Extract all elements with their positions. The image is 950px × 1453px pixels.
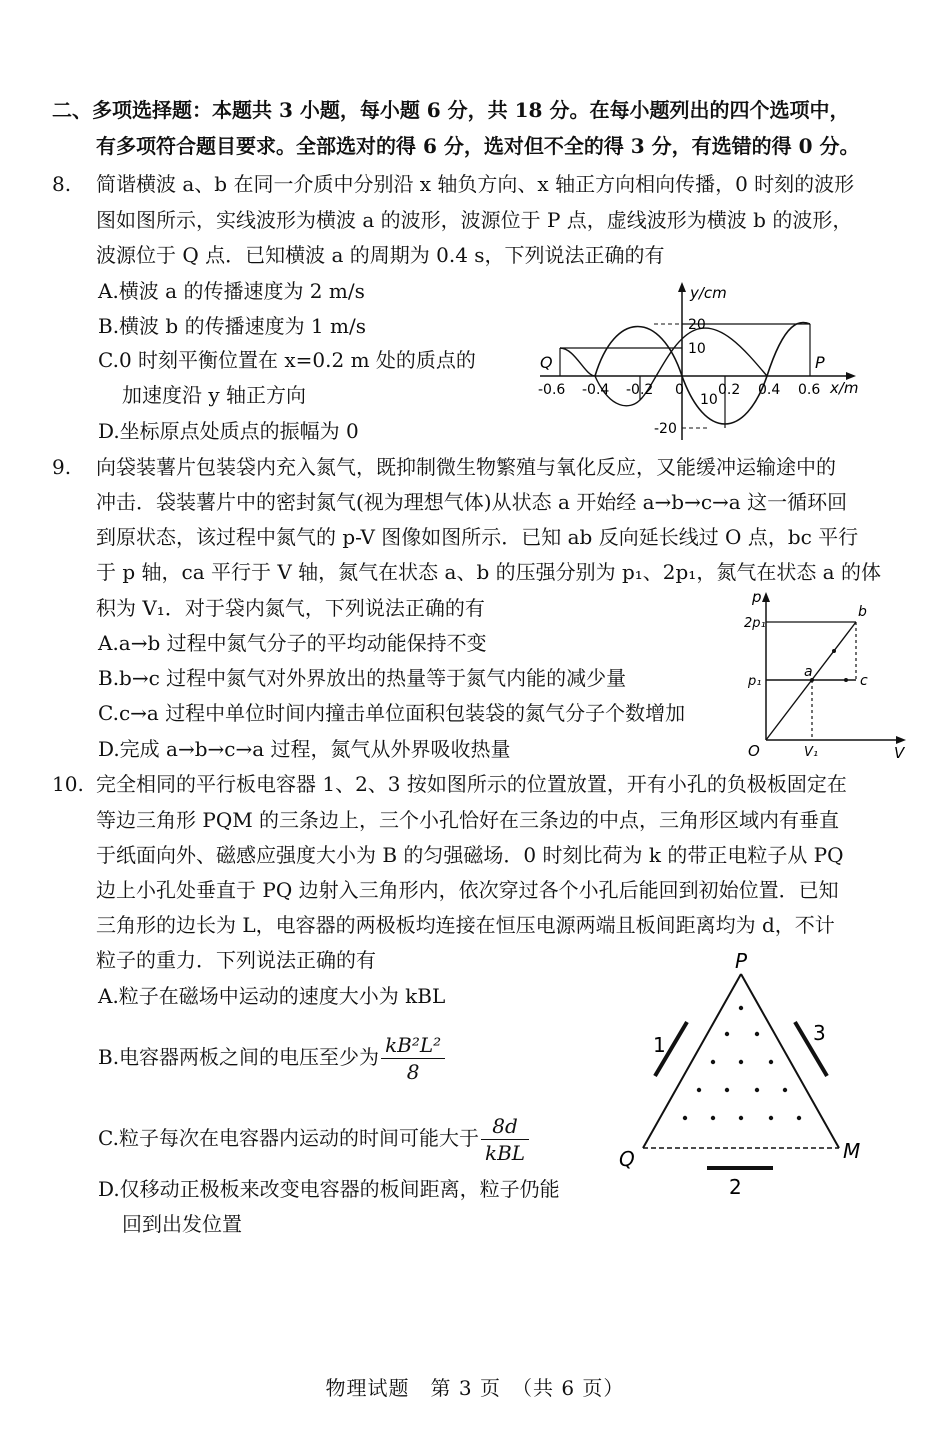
- q8-tick-y-neg10: 10: [700, 392, 718, 408]
- q10-stem-line2: 等边三角形 PQM 的三条边上，三个小孔恰好在三条边的中点，三角形区域内有垂直: [96, 808, 840, 832]
- q8-tick-y-neg20: -20: [654, 421, 677, 437]
- q10-option-b-fraction: [381, 1032, 445, 1085]
- page-footer: 物理试题 第 3 页 （共 6 页）: [325, 1376, 625, 1400]
- q8-tick-y-20: 20: [688, 317, 706, 333]
- q8-stem-line1: 简谐横波 a、b 在同一介质中分别沿 x 轴负方向、x 轴正方向相向传播，0 时刻的波形: [96, 172, 855, 196]
- q10-option-d-line1: D.仅移动正极板来改变电容器的板间距离，粒子仍能: [98, 1177, 560, 1201]
- q10-stem-line6: 粒子的重力．下列说法正确的有: [96, 948, 376, 972]
- q10-option-b: [98, 1032, 445, 1085]
- q10-label-cap2: 2: [729, 1175, 742, 1199]
- q10-number: 10.: [52, 772, 84, 796]
- q9-p1-label: p₁: [748, 674, 762, 689]
- q8-label-p: P: [815, 353, 825, 372]
- q8-tick-x-0: 0: [675, 382, 684, 398]
- q10-label-cap3: 3: [813, 1021, 826, 1045]
- q9-point-c-label: c: [860, 673, 868, 689]
- q8-y-axis-label: y/cm: [690, 284, 727, 302]
- q8-label-q: Q: [540, 353, 553, 372]
- q10-option-c-fraction: [481, 1113, 529, 1166]
- section-header-line1: 二、多项选择题：本题共 3 小题，每小题 6 分，共 18 分。在每小题列出的四个选项中，: [52, 98, 850, 122]
- q8-tick-x-neg04: -0.4: [582, 382, 610, 398]
- section-header-line2: 有多项符合题目要求。全部选对的得 6 分，选对但不全的得 3 分，有选错的得 0 分。: [96, 134, 860, 158]
- q9-stem-line5: 积为 V₁．对于袋内氮气，下列说法正确的有: [96, 596, 485, 620]
- q9-number: 9.: [52, 455, 72, 479]
- q10-option-c-numerator: 8d: [481, 1113, 529, 1140]
- q8-tick-y-10: 10: [688, 341, 706, 357]
- q10-label-p: P: [735, 949, 748, 973]
- q9-point-a-label: a: [804, 664, 813, 680]
- q9-stem-line2: 冲击．袋装薯片中的密封氮气(视为理想气体)从状态 a 开始经 a→b→c→a 这一循环回: [96, 490, 848, 514]
- q8-option-c-line1: C.0 时刻平衡位置在 x=0.2 m 处的质点的: [98, 348, 476, 372]
- q10-label-m: M: [843, 1139, 861, 1163]
- q8-option-d: D.坐标原点处质点的振幅为 0: [98, 419, 359, 443]
- q8-option-b: B.横波 b 的传播速度为 1 m/s: [98, 314, 366, 338]
- q9-stem-line3: 到原状态，该过程中氮气的 p-V 图像如图所示．已知 ab 反向延长线过 O 点，bc 平行: [96, 525, 859, 549]
- q10-option-c-denominator: kBL: [484, 1141, 526, 1165]
- q8-wave-figure: [530, 280, 870, 450]
- q9-stem-line1: 向袋装薯片包装袋内充入氮气，既抑制微生物繁殖与氧化反应，又能缓冲运输途中的: [96, 455, 836, 479]
- q8-number: 8.: [52, 172, 72, 196]
- q9-p-axis-label: p: [752, 588, 762, 606]
- q8-x-axis-label: x/m: [830, 379, 859, 397]
- q10-option-c: [98, 1113, 529, 1166]
- q9-origin-label: O: [748, 742, 760, 760]
- q10-option-d-line2: 回到出发位置: [122, 1212, 242, 1236]
- q9-v-axis-label: V: [894, 744, 905, 762]
- q8-tick-x-02: 0.2: [718, 382, 741, 398]
- q10-option-b-text: B.电容器两板之间的电压至少为: [98, 1045, 380, 1069]
- q9-option-a: A.a→b 过程中氮气分子的平均动能保持不变: [98, 631, 487, 655]
- q10-label-cap1: 1: [653, 1033, 666, 1057]
- q9-option-b: B.b→c 过程中氮气对外界放出的热量等于氮气内能的减少量: [98, 666, 627, 690]
- q8-stem-line2: 图如图所示，实线波形为横波 a 的波形，波源位于 P 点，虚线波形为横波 b 的波形，: [96, 208, 853, 232]
- q8-stem-line3: 波源位于 Q 点．已知横波 a 的周期为 0.4 s，下列说法正确的有: [96, 243, 665, 267]
- q10-stem-line3: 于纸面向外、磁感应强度大小为 B 的匀强磁场．0 时刻比荷为 k 的带正电粒子从 PQ: [96, 843, 844, 867]
- q8-option-c-line2: 加速度沿 y 轴正方向: [122, 383, 307, 407]
- q10-option-b-denominator: 8: [406, 1060, 420, 1084]
- q10-stem-line5: 三角形的边长为 L，电容器的两极板均连接在恒压电源两端且板间距离均为 d，不计: [96, 913, 835, 937]
- q10-option-c-text: C.粒子每次在电容器内运动的时间可能大于: [98, 1126, 479, 1150]
- q8-tick-x-04: 0.4: [758, 382, 781, 398]
- q9-pv-figure: [742, 588, 912, 764]
- q9-option-c: C.c→a 过程中单位时间内撞击单位面积包装袋的氮气分子个数增加: [98, 701, 686, 725]
- q10-option-b-numerator: kB²L²: [381, 1032, 445, 1059]
- q10-stem-line4: 边上小孔处垂直于 PQ 边射入三角形内，依次穿过各个小孔后能回到初始位置．已知: [96, 878, 839, 902]
- q10-label-q: Q: [619, 1147, 635, 1171]
- q8-tick-x-neg06: -0.6: [538, 382, 566, 398]
- q8-option-a: A.横波 a 的传播速度为 2 m/s: [98, 279, 365, 303]
- q9-option-d: D.完成 a→b→c→a 过程，氮气从外界吸收热量: [98, 737, 511, 761]
- q8-tick-x-neg02: -0.2: [626, 382, 654, 398]
- q10-triangle-figure: [615, 948, 875, 1198]
- q8-tick-x-06: 0.6: [798, 382, 821, 398]
- q9-stem-line4: 于 p 轴，ca 平行于 V 轴，氮气在状态 a、b 的压强分别为 p₁、2p₁，氮气在状态 a 的体: [96, 560, 881, 584]
- q9-point-b-label: b: [858, 604, 867, 620]
- q9-p2-label: 2p₁: [744, 616, 766, 631]
- q10-stem-line1: 完全相同的平行板电容器 1、2、3 按如图所示的位置放置，开有小孔的负极板固定在: [96, 772, 847, 796]
- q10-option-a: A.粒子在磁场中运动的速度大小为 kBL: [98, 984, 446, 1008]
- q9-v1-label: V₁: [804, 745, 819, 760]
